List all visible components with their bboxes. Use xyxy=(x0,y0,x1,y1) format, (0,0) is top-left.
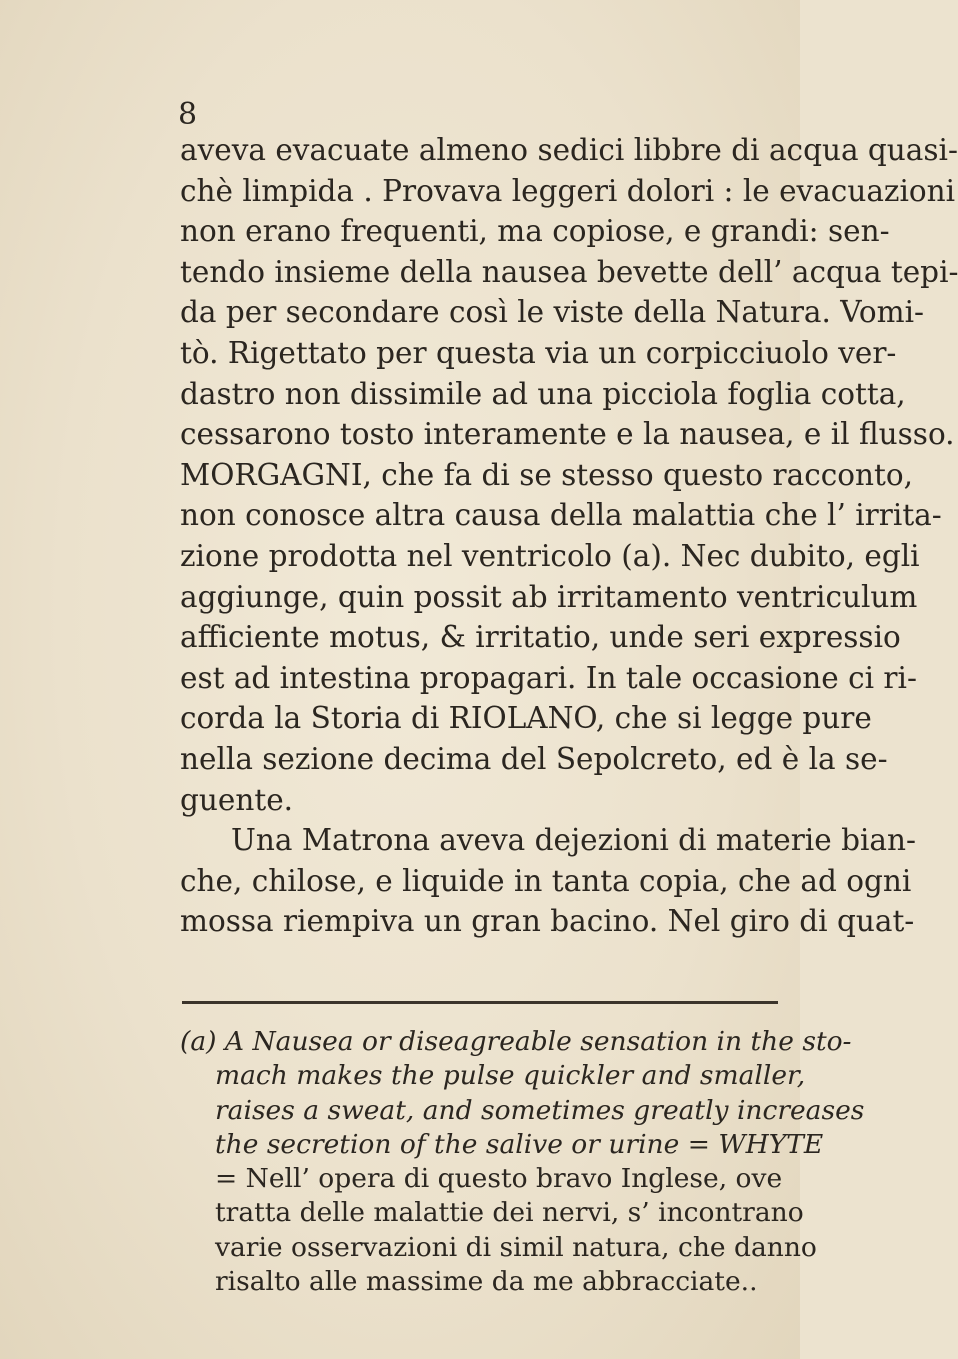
footnote-line: risalto alle massime da me abbracciate.. xyxy=(215,1266,758,1298)
text-line: zione prodotta nel ventricolo (a). Nec dubito, egli xyxy=(180,538,920,573)
text-line: da per secondare così le viste della Natura. Vomi- xyxy=(180,295,924,330)
text-line: non erano frequenti, ma copiose, e grandi: sen- xyxy=(180,214,890,249)
text-line: nella sezione decima del Sepolcreto, ed è la se- xyxy=(180,741,888,776)
footnote xyxy=(180,1025,865,1299)
page-number: 8 xyxy=(178,97,198,132)
text-line: chè limpida . Provava leggeri dolori : le evacuazioni xyxy=(180,173,956,208)
text-line: che, chilose, e liquide in tanta copia, che ad ogni xyxy=(180,863,912,898)
text-line: aveva evacuate almeno sedici libbre di acqua quasi- xyxy=(180,133,958,167)
text-line: MORGAGNI, che fa di se stesso questo racconto, xyxy=(180,457,913,492)
text-line: afficiente motus, & irritatio, unde seri expressio xyxy=(180,620,901,655)
text-line: tò. Rigettato per questa via un corpicciuolo ver- xyxy=(180,335,897,370)
text-line: corda la Storia di RIOLANO, che si legge pure xyxy=(180,701,872,736)
footnote-divider xyxy=(182,1001,778,1004)
footnote-line: mach makes the pulse quickler and smaller, xyxy=(215,1060,806,1092)
text-line: cessarono tosto interamente e la nausea, e il flusso. xyxy=(180,417,955,452)
footnote-line: tratta delle malattie dei nervi, s’ incontrano xyxy=(215,1197,804,1229)
text-line: est ad intestina propagari. In tale occasione ci ri- xyxy=(180,660,917,695)
text-line: aggiunge, quin possit ab irritamento ventriculum xyxy=(180,579,918,614)
text-line: tendo insieme della nausea bevette dell’ acqua tepi- xyxy=(180,254,958,289)
footnote-line: the secretion of the salive or urine = WHYTE xyxy=(215,1128,824,1160)
text-line: Una Matrona aveva dejezioni di materie bian- xyxy=(231,823,916,858)
text-line: guente. xyxy=(180,782,294,817)
main-text xyxy=(180,130,958,942)
footnote-line: varie osservazioni di simil natura, che danno xyxy=(215,1231,817,1263)
text-line: non conosce altra causa della malattia che l’ irrita- xyxy=(180,498,942,533)
footnote-line: = Nell’ opera di questo bravo Inglese, ove xyxy=(215,1163,783,1195)
footnote-line: (a) A Nausea or diseagreable sensation in the sto- xyxy=(180,1026,852,1057)
text-line: mossa riempiva un gran bacino. Nel giro di quat- xyxy=(180,904,915,939)
footnote-line: raises a sweat, and sometimes greatly increases xyxy=(215,1094,865,1126)
text-line: dastro non dissimile ad una picciola foglia cotta, xyxy=(180,376,906,411)
